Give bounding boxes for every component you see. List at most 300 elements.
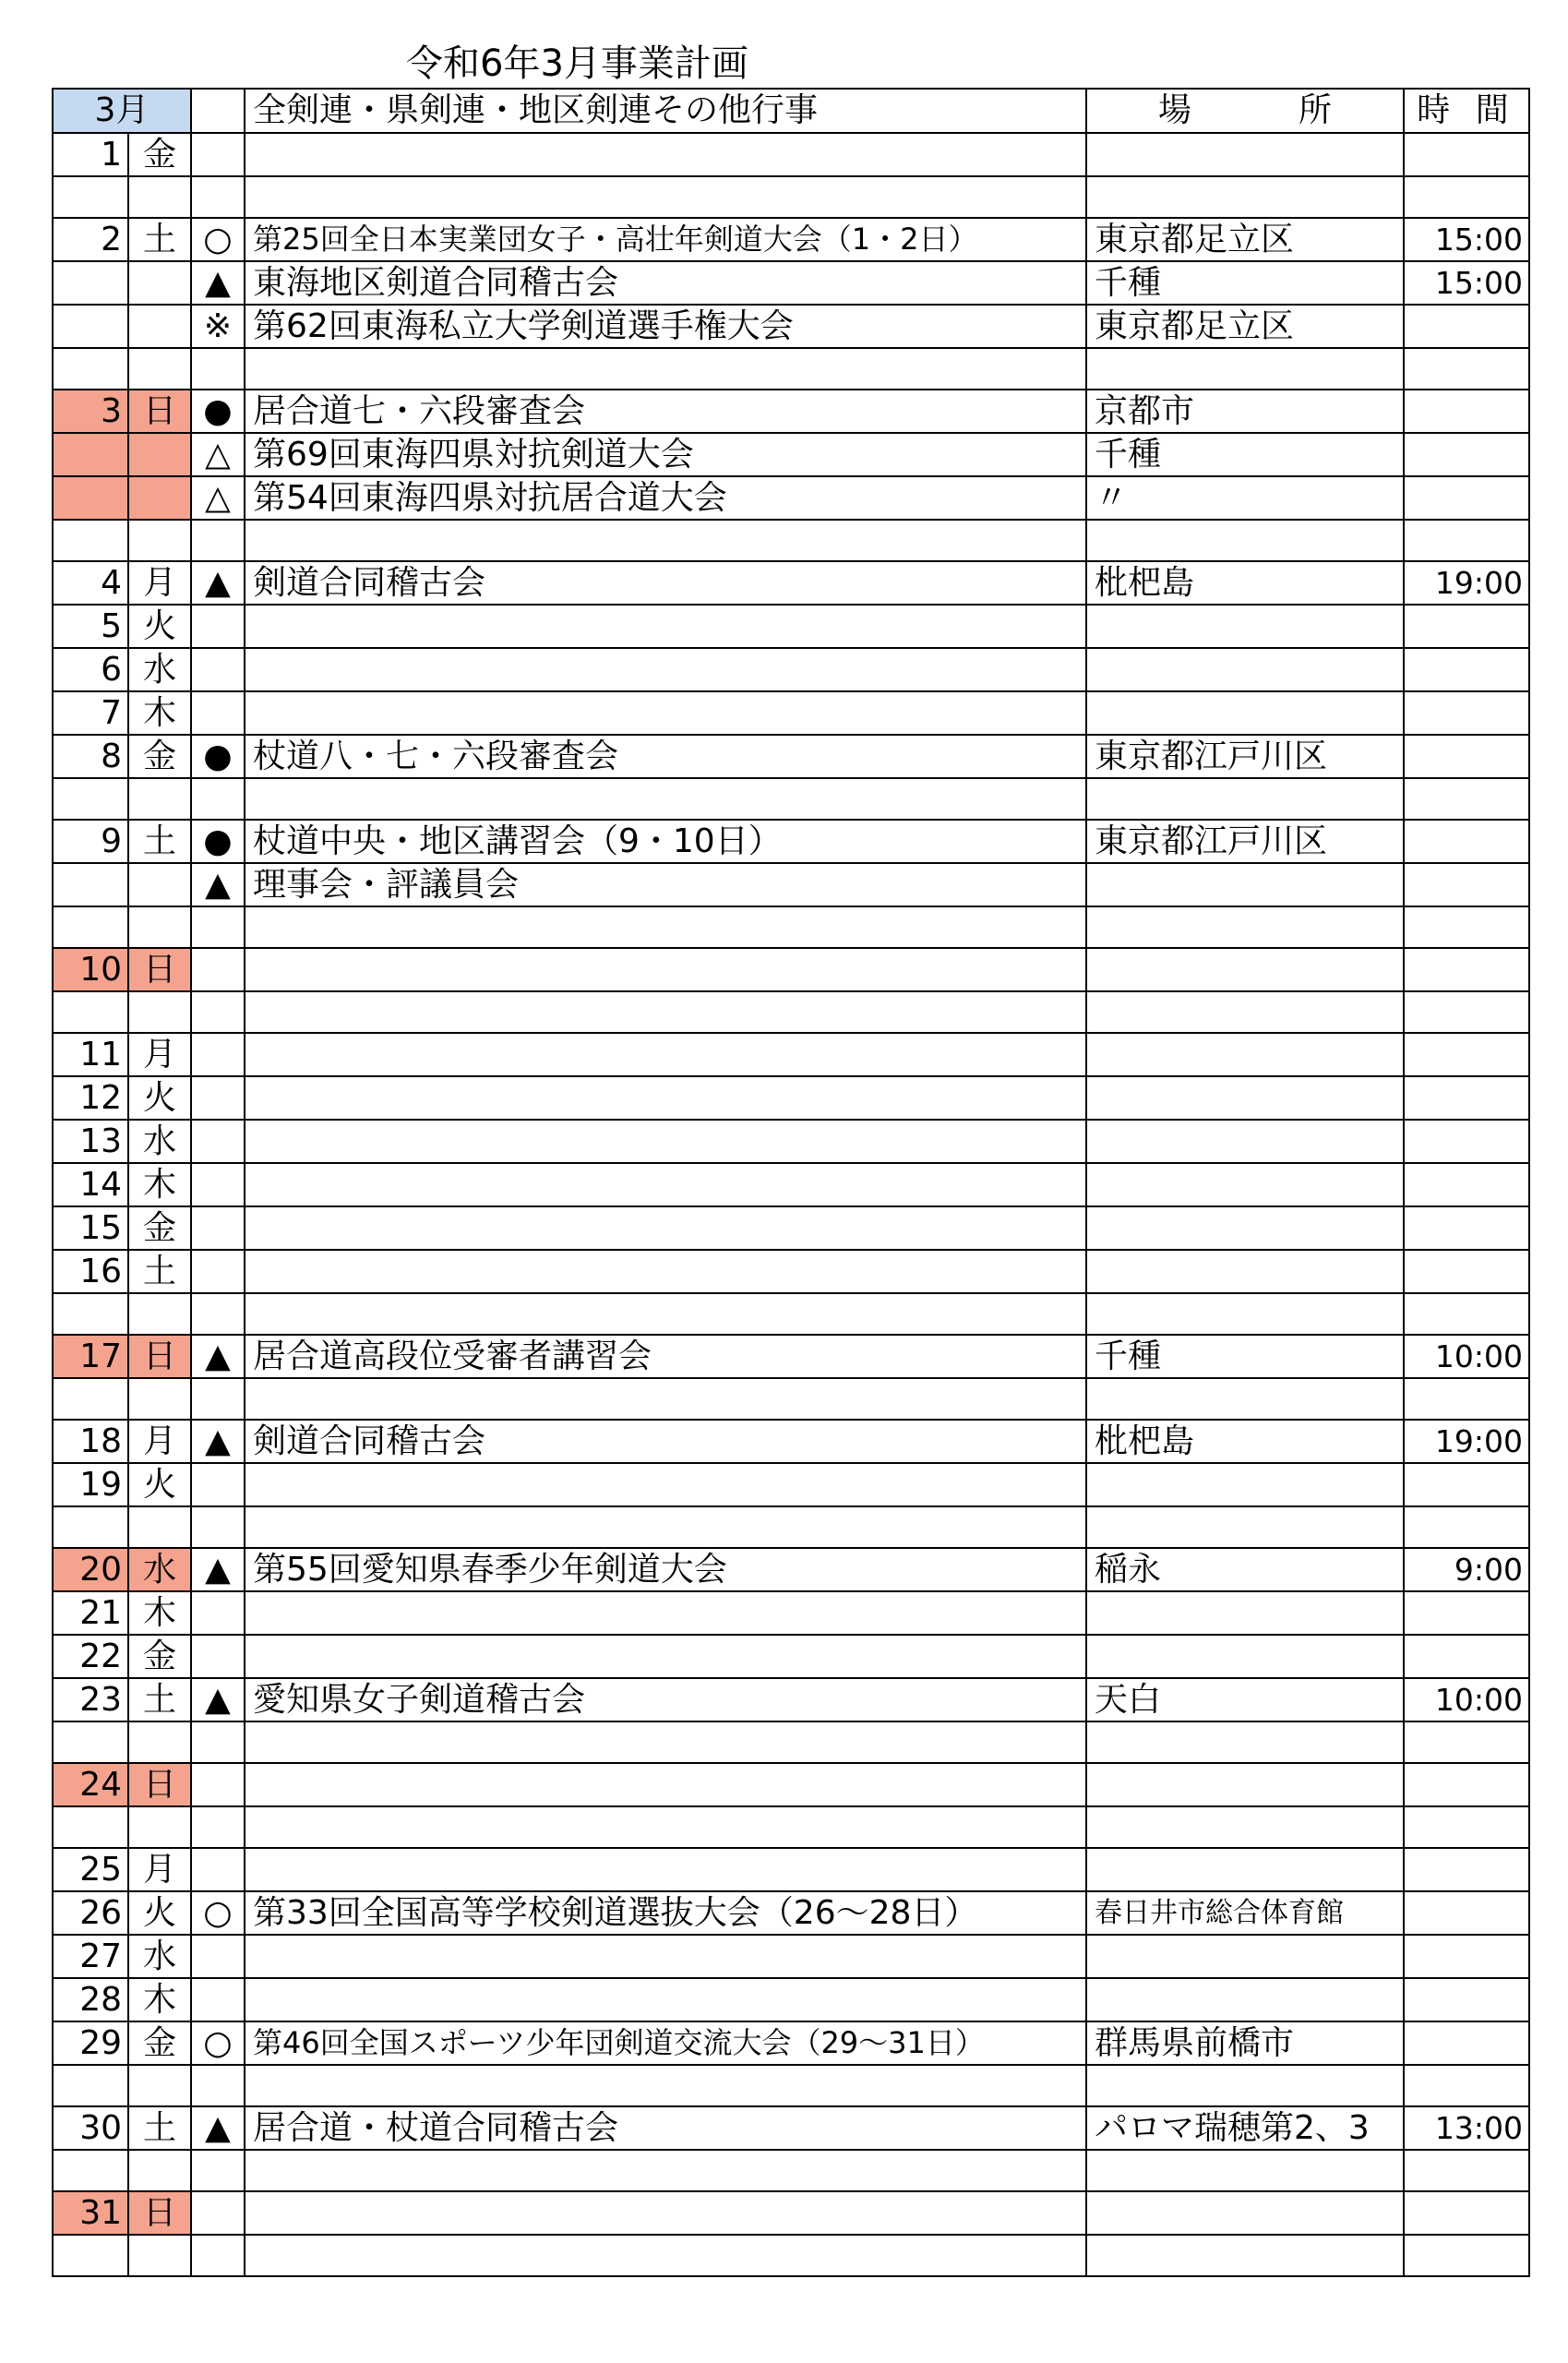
- mark-cell: ▲: [191, 1678, 245, 1721]
- event-cell: 第25回全日本実業団女子・高壮年剣道大会（1・2日）: [245, 218, 1086, 261]
- mark-cell: [191, 348, 245, 390]
- weekday-cell: [128, 2065, 191, 2106]
- event-cell: 居合道高段位受審者講習会: [245, 1335, 1086, 1378]
- mark-cell: [191, 1635, 245, 1678]
- place-cell: 〃: [1086, 476, 1404, 520]
- day-cell: 6: [53, 648, 128, 691]
- mark-cell: [191, 1250, 245, 1293]
- event-cell: [245, 1033, 1086, 1076]
- event-cell: [245, 1848, 1086, 1891]
- weekday-cell: 金: [128, 1206, 191, 1250]
- event-cell: [245, 1076, 1086, 1120]
- weekday-cell: [128, 520, 191, 561]
- time-cell: 9:00: [1404, 1548, 1529, 1591]
- weekday-cell: 土: [128, 2106, 191, 2150]
- schedule-row: [53, 948, 1529, 991]
- place-cell: [1086, 1763, 1404, 1806]
- time-cell: [1404, 1635, 1529, 1678]
- weekday-cell: 金: [128, 1635, 191, 1678]
- schedule-row: [53, 1635, 1529, 1678]
- event-cell: 居合道七・六段審査会: [245, 390, 1086, 433]
- place-cell: パロマ瑞穂第2、3: [1086, 2106, 1404, 2150]
- place-cell: [1086, 1293, 1404, 1335]
- schedule-row: [53, 1463, 1529, 1506]
- time-cell: [1404, 1506, 1529, 1548]
- day-cell: 12: [53, 1076, 128, 1120]
- time-cell: [1404, 2150, 1529, 2191]
- mark-cell: [191, 2065, 245, 2106]
- time-cell: [1404, 2235, 1529, 2276]
- day-cell: 15: [53, 1206, 128, 1250]
- weekday-cell: [128, 433, 191, 476]
- place-cell: 稲永: [1086, 1548, 1404, 1591]
- place-cell: 東京都江戸川区: [1086, 735, 1404, 778]
- weekday-cell: [128, 863, 191, 906]
- weekday-cell: [128, 778, 191, 820]
- weekday-cell: 土: [128, 218, 191, 261]
- day-cell: [53, 1506, 128, 1548]
- mark-cell: ○: [191, 218, 245, 261]
- mark-cell: △: [191, 476, 245, 520]
- place-cell: [1086, 2150, 1404, 2191]
- weekday-cell: 土: [128, 1250, 191, 1293]
- time-cell: [1404, 648, 1529, 691]
- weekday-cell: [128, 1806, 191, 1848]
- weekday-cell: 木: [128, 691, 191, 735]
- day-cell: 14: [53, 1163, 128, 1206]
- event-cell: 杖道中央・地区講習会（9・10日）: [245, 820, 1086, 863]
- place-cell: 京都市: [1086, 390, 1404, 433]
- time-cell: [1404, 1033, 1529, 1076]
- place-cell: [1086, 520, 1404, 561]
- mark-cell: △: [191, 433, 245, 476]
- place-cell: [1086, 2191, 1404, 2235]
- day-cell: 25: [53, 1848, 128, 1891]
- place-cell: [1086, 1076, 1404, 1120]
- place-cell: 枇杷島: [1086, 1420, 1404, 1463]
- weekday-cell: 火: [128, 1076, 191, 1120]
- schedule-row: [53, 305, 1529, 348]
- event-cell: [245, 2235, 1086, 2276]
- mark-cell: [191, 1935, 245, 1978]
- mark-cell: [191, 948, 245, 991]
- schedule-row: [53, 1250, 1529, 1293]
- event-cell: 理事会・評議員会: [245, 863, 1086, 906]
- day-cell: 2: [53, 218, 128, 261]
- weekday-cell: 土: [128, 820, 191, 863]
- day-cell: [53, 906, 128, 948]
- event-cell: [245, 1293, 1086, 1335]
- event-cell: 第55回愛知県春季少年剣道大会: [245, 1548, 1086, 1591]
- weekday-cell: 月: [128, 1848, 191, 1891]
- place-cell: [1086, 1848, 1404, 1891]
- time-cell: [1404, 1591, 1529, 1635]
- day-cell: [53, 2065, 128, 2106]
- time-cell: [1404, 1293, 1529, 1335]
- event-cell: 剣道合同稽古会: [245, 561, 1086, 605]
- event-cell: [245, 2065, 1086, 2106]
- event-cell: [245, 691, 1086, 735]
- weekday-cell: [128, 991, 191, 1033]
- schedule-row: [53, 2021, 1529, 2065]
- place-cell: [1086, 2235, 1404, 2276]
- place-cell: 東京都江戸川区: [1086, 820, 1404, 863]
- time-cell: [1404, 1076, 1529, 1120]
- day-cell: 10: [53, 948, 128, 991]
- place-cell: [1086, 1120, 1404, 1163]
- schedule-row: [53, 390, 1529, 433]
- event-cell: [245, 1120, 1086, 1163]
- place-cell: 千種: [1086, 433, 1404, 476]
- day-cell: [53, 991, 128, 1033]
- day-cell: 28: [53, 1978, 128, 2021]
- day-cell: [53, 1378, 128, 1420]
- time-cell: [1404, 2021, 1529, 2065]
- mark-cell: [191, 1206, 245, 1250]
- place-cell: 天白: [1086, 1678, 1404, 1721]
- event-cell: [245, 176, 1086, 218]
- time-cell: [1404, 820, 1529, 863]
- mark-cell: ○: [191, 1891, 245, 1935]
- time-cell: [1404, 1935, 1529, 1978]
- weekday-cell: 月: [128, 561, 191, 605]
- place-cell: [1086, 991, 1404, 1033]
- schedule-table: [52, 88, 1530, 2277]
- mark-cell: [191, 1033, 245, 1076]
- mark-cell: ※: [191, 305, 245, 348]
- day-cell: 23: [53, 1678, 128, 1721]
- schedule-row: [53, 476, 1529, 520]
- mark-cell: [191, 778, 245, 820]
- time-cell: [1404, 1463, 1529, 1506]
- schedule-row: [53, 1591, 1529, 1635]
- day-cell: 27: [53, 1935, 128, 1978]
- day-cell: 21: [53, 1591, 128, 1635]
- mark-cell: ▲: [191, 561, 245, 605]
- time-cell: [1404, 778, 1529, 820]
- event-cell: [245, 2191, 1086, 2235]
- time-cell: 15:00: [1404, 261, 1529, 305]
- event-cell: [245, 948, 1086, 991]
- schedule-row: [53, 176, 1529, 218]
- event-cell: 第33回全国高等学校剣道選抜大会（26～28日）: [245, 1891, 1086, 1935]
- schedule-row: [53, 1978, 1529, 2021]
- place-cell: 東京都足立区: [1086, 218, 1404, 261]
- mark-cell: [191, 1076, 245, 1120]
- weekday-cell: 水: [128, 1548, 191, 1591]
- mark-cell: [191, 1506, 245, 1548]
- weekday-cell: [128, 1721, 191, 1763]
- weekday-cell: 水: [128, 1935, 191, 1978]
- schedule-row: [53, 348, 1529, 390]
- time-cell: [1404, 1378, 1529, 1420]
- place-cell: [1086, 1033, 1404, 1076]
- place-cell: [1086, 348, 1404, 390]
- weekday-cell: 日: [128, 2191, 191, 2235]
- schedule-row: [53, 1033, 1529, 1076]
- event-cell: [245, 648, 1086, 691]
- time-cell: [1404, 691, 1529, 735]
- mark-cell: [191, 1591, 245, 1635]
- weekday-cell: 水: [128, 648, 191, 691]
- mark-cell: [191, 520, 245, 561]
- day-cell: 31: [53, 2191, 128, 2235]
- mark-cell: [191, 1848, 245, 1891]
- day-cell: 9: [53, 820, 128, 863]
- mark-cell: [191, 691, 245, 735]
- day-cell: 7: [53, 691, 128, 735]
- event-cell: [245, 1163, 1086, 1206]
- mark-cell: [191, 133, 245, 176]
- day-cell: [53, 348, 128, 390]
- place-cell: [1086, 1206, 1404, 1250]
- event-cell: [245, 1206, 1086, 1250]
- time-cell: [1404, 348, 1529, 390]
- day-cell: 4: [53, 561, 128, 605]
- weekday-cell: 日: [128, 390, 191, 433]
- mark-cell: [191, 1806, 245, 1848]
- schedule-row: [53, 605, 1529, 648]
- mark-cell: [191, 2150, 245, 2191]
- schedule-row: [53, 1678, 1529, 1721]
- time-cell: [1404, 305, 1529, 348]
- weekday-cell: 火: [128, 1891, 191, 1935]
- place-cell: [1086, 1250, 1404, 1293]
- place-cell: [1086, 1635, 1404, 1678]
- place-cell: [1086, 1163, 1404, 1206]
- place-cell: [1086, 2065, 1404, 2106]
- time-cell: [1404, 476, 1529, 520]
- day-cell: [53, 2235, 128, 2276]
- mark-cell: ●: [191, 735, 245, 778]
- day-cell: [53, 1721, 128, 1763]
- place-cell: 千種: [1086, 1335, 1404, 1378]
- weekday-cell: 日: [128, 948, 191, 991]
- time-cell: [1404, 2065, 1529, 2106]
- weekday-cell: 金: [128, 2021, 191, 2065]
- time-cell: [1404, 390, 1529, 433]
- schedule-row: [53, 863, 1529, 906]
- header-place: 場 所: [1086, 89, 1404, 133]
- time-cell: [1404, 520, 1529, 561]
- mark-cell: ▲: [191, 1335, 245, 1378]
- mark-cell: ▲: [191, 1548, 245, 1591]
- schedule-row: [53, 1335, 1529, 1378]
- schedule-row: [53, 2235, 1529, 2276]
- day-cell: 17: [53, 1335, 128, 1378]
- day-cell: [53, 2150, 128, 2191]
- event-cell: [245, 1721, 1086, 1763]
- weekday-cell: [128, 348, 191, 390]
- place-cell: [1086, 1591, 1404, 1635]
- schedule-row: [53, 1721, 1529, 1763]
- place-cell: 千種: [1086, 261, 1404, 305]
- weekday-cell: 月: [128, 1420, 191, 1463]
- time-cell: [1404, 1978, 1529, 2021]
- mark-cell: ▲: [191, 261, 245, 305]
- mark-cell: [191, 1978, 245, 2021]
- schedule-row: [53, 735, 1529, 778]
- mark-cell: ▲: [191, 1420, 245, 1463]
- day-cell: 22: [53, 1635, 128, 1678]
- weekday-cell: 金: [128, 735, 191, 778]
- time-cell: [1404, 133, 1529, 176]
- place-cell: 群馬県前橋市: [1086, 2021, 1404, 2065]
- event-cell: [245, 906, 1086, 948]
- day-cell: 20: [53, 1548, 128, 1591]
- mark-cell: [191, 1763, 245, 1806]
- event-cell: 居合道・杖道合同稽古会: [245, 2106, 1086, 2150]
- time-cell: [1404, 1721, 1529, 1763]
- weekday-cell: 土: [128, 1678, 191, 1721]
- day-cell: 13: [53, 1120, 128, 1163]
- time-cell: 13:00: [1404, 2106, 1529, 2150]
- time-cell: [1404, 735, 1529, 778]
- weekday-cell: 日: [128, 1763, 191, 1806]
- mark-cell: ●: [191, 820, 245, 863]
- schedule-row: [53, 1763, 1529, 1806]
- day-cell: 8: [53, 735, 128, 778]
- header-events: 全剣連・県剣連・地区剣連その他行事: [245, 89, 1086, 133]
- event-cell: 東海地区剣道合同稽古会: [245, 261, 1086, 305]
- mark-cell: [191, 1378, 245, 1420]
- mark-cell: [191, 1463, 245, 1506]
- header-mark: [191, 89, 245, 133]
- event-cell: [245, 2150, 1086, 2191]
- event-cell: [245, 1378, 1086, 1420]
- event-cell: [245, 1763, 1086, 1806]
- place-cell: [1086, 1463, 1404, 1506]
- weekday-cell: [128, 2150, 191, 2191]
- event-cell: 愛知県女子剣道稽古会: [245, 1678, 1086, 1721]
- place-cell: [1086, 948, 1404, 991]
- event-cell: [245, 348, 1086, 390]
- schedule-row: [53, 1163, 1529, 1206]
- day-cell: 3: [53, 390, 128, 433]
- place-cell: [1086, 605, 1404, 648]
- header-time: 時 間: [1404, 89, 1529, 133]
- day-cell: [53, 520, 128, 561]
- mark-cell: [191, 648, 245, 691]
- mark-cell: [191, 2191, 245, 2235]
- place-cell: [1086, 906, 1404, 948]
- event-cell: 剣道合同稽古会: [245, 1420, 1086, 1463]
- schedule-row: [53, 906, 1529, 948]
- schedule-row: [53, 991, 1529, 1033]
- schedule-row: [53, 648, 1529, 691]
- weekday-cell: 木: [128, 1163, 191, 1206]
- day-cell: [53, 476, 128, 520]
- place-cell: 東京都足立区: [1086, 305, 1404, 348]
- day-cell: [53, 863, 128, 906]
- place-cell: [1086, 778, 1404, 820]
- day-cell: 1: [53, 133, 128, 176]
- schedule-row: [53, 1378, 1529, 1420]
- weekday-cell: [128, 261, 191, 305]
- mark-cell: ▲: [191, 863, 245, 906]
- schedule-row: [53, 1848, 1529, 1891]
- time-cell: [1404, 176, 1529, 218]
- event-cell: 第54回東海四県対抗居合道大会: [245, 476, 1086, 520]
- weekday-cell: 日: [128, 1335, 191, 1378]
- schedule-row: [53, 1548, 1529, 1591]
- weekday-cell: 火: [128, 605, 191, 648]
- schedule-row: [53, 2106, 1529, 2150]
- time-cell: [1404, 1891, 1529, 1935]
- place-cell: [1086, 648, 1404, 691]
- place-cell: [1086, 1721, 1404, 1763]
- event-cell: [245, 1506, 1086, 1548]
- schedule-row: [53, 1506, 1529, 1548]
- time-cell: [1404, 863, 1529, 906]
- mark-cell: [191, 1120, 245, 1163]
- time-cell: [1404, 1163, 1529, 1206]
- time-cell: [1404, 991, 1529, 1033]
- event-cell: [245, 991, 1086, 1033]
- day-cell: [53, 176, 128, 218]
- place-cell: [1086, 133, 1404, 176]
- place-cell: [1086, 691, 1404, 735]
- day-cell: [53, 261, 128, 305]
- schedule-row: [53, 1076, 1529, 1120]
- time-cell: [1404, 1763, 1529, 1806]
- time-cell: [1404, 1806, 1529, 1848]
- time-cell: 19:00: [1404, 1420, 1529, 1463]
- day-cell: 30: [53, 2106, 128, 2150]
- schedule-row: [53, 778, 1529, 820]
- event-cell: 第62回東海私立大学剣道選手権大会: [245, 305, 1086, 348]
- weekday-cell: [128, 906, 191, 948]
- mark-cell: ○: [191, 2021, 245, 2065]
- time-cell: [1404, 906, 1529, 948]
- mark-cell: [191, 1163, 245, 1206]
- weekday-cell: 木: [128, 1978, 191, 2021]
- event-cell: [245, 133, 1086, 176]
- schedule-row: [53, 1120, 1529, 1163]
- event-cell: [245, 778, 1086, 820]
- event-cell: 第69回東海四県対抗剣道大会: [245, 433, 1086, 476]
- day-cell: 24: [53, 1763, 128, 1806]
- day-cell: 18: [53, 1420, 128, 1463]
- event-cell: [245, 1935, 1086, 1978]
- weekday-cell: 木: [128, 1591, 191, 1635]
- place-cell: [1086, 1506, 1404, 1548]
- mark-cell: [191, 1721, 245, 1763]
- schedule-row: [53, 1420, 1529, 1463]
- time-cell: 15:00: [1404, 218, 1529, 261]
- weekday-cell: 水: [128, 1120, 191, 1163]
- place-cell: [1086, 1378, 1404, 1420]
- event-cell: 第46回全国スポーツ少年団剣道交流大会（29～31日）: [245, 2021, 1086, 2065]
- time-cell: [1404, 433, 1529, 476]
- schedule-row: [53, 1806, 1529, 1848]
- day-cell: [53, 1293, 128, 1335]
- time-cell: [1404, 1250, 1529, 1293]
- schedule-row: [53, 2191, 1529, 2235]
- event-cell: [245, 1463, 1086, 1506]
- schedule-row: [53, 520, 1529, 561]
- weekday-cell: [128, 176, 191, 218]
- place-cell: 枇杷島: [1086, 561, 1404, 605]
- event-cell: [245, 520, 1086, 561]
- schedule-row: [53, 2065, 1529, 2106]
- day-cell: 5: [53, 605, 128, 648]
- mark-cell: [191, 991, 245, 1033]
- weekday-cell: [128, 476, 191, 520]
- schedule-row: [53, 691, 1529, 735]
- event-cell: [245, 1250, 1086, 1293]
- header-month: 3月: [53, 89, 191, 133]
